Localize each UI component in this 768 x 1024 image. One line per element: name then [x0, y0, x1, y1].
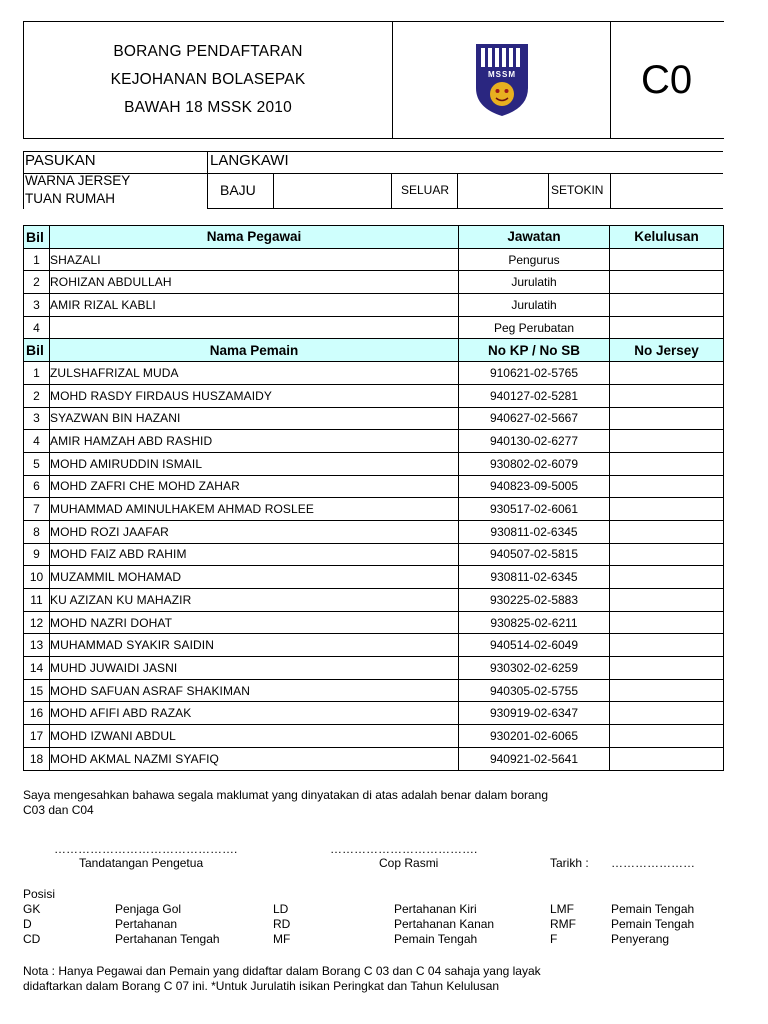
official-name[interactable]: SHAZALI — [50, 248, 459, 271]
player-name[interactable]: MOHD AFIFI ABD RAZAK — [50, 702, 459, 725]
player-bil: 5 — [24, 452, 50, 475]
header-nama-pemain: Nama Pemain — [50, 339, 459, 362]
date-label: Tarikh : — [550, 856, 589, 870]
form-header — [23, 21, 724, 139]
player-id[interactable]: 930919-02-6347 — [459, 702, 610, 725]
player-id[interactable]: 940305-02-5755 — [459, 679, 610, 702]
position-code: RD — [273, 917, 291, 931]
position-code: LMF — [550, 902, 574, 916]
official-row — [24, 316, 724, 339]
official-name[interactable]: AMIR RIZAL KABLI — [50, 294, 459, 317]
player-bil: 7 — [24, 498, 50, 521]
player-row — [24, 725, 724, 748]
official-bil: 1 — [24, 248, 50, 271]
player-jersey[interactable] — [610, 520, 724, 543]
player-name[interactable]: MOHD FAIZ ABD RAHIM — [50, 543, 459, 566]
player-id[interactable]: 940921-02-5641 — [459, 747, 610, 770]
player-jersey[interactable] — [610, 430, 724, 453]
header-bil: Bil — [24, 339, 50, 362]
player-bil: 4 — [24, 430, 50, 453]
player-row — [24, 362, 724, 385]
mssm-shield-icon — [472, 42, 532, 118]
player-row — [24, 520, 724, 543]
player-name[interactable]: ZULSHAFRIZAL MUDA — [50, 362, 459, 385]
player-bil: 16 — [24, 702, 50, 725]
position-code: F — [550, 932, 558, 946]
warna-jersey-label: WARNA JERSEY — [25, 173, 131, 188]
player-name[interactable]: MUHAMMAD AMINULHAKEM AHMAD ROSLEE — [50, 498, 459, 521]
player-row — [24, 747, 724, 770]
official-row — [24, 271, 724, 294]
divider — [610, 173, 611, 209]
date-dots[interactable]: ………………… — [611, 856, 695, 870]
divider — [548, 173, 549, 209]
logo-text: MSSM — [487, 70, 516, 79]
official-row — [24, 248, 724, 271]
title-line-2: KEJOHANAN BOLASEPAK — [110, 71, 306, 88]
player-id[interactable]: 930811-02-6345 — [459, 566, 610, 589]
title-line-3: BAWAH 18 MSSK 2010 — [124, 99, 292, 116]
header-bil: Bil — [24, 226, 50, 249]
player-id[interactable]: 940823-09-5005 — [459, 475, 610, 498]
player-name[interactable]: MOHD NAZRI DOHAT — [50, 611, 459, 634]
player-jersey[interactable] — [610, 611, 724, 634]
header-kelulusan: Kelulusan — [610, 226, 724, 249]
header-no-jersey: No Jersey — [610, 339, 724, 362]
form-title — [24, 22, 393, 138]
player-bil: 1 — [24, 362, 50, 385]
player-name[interactable]: MOHD AMIRUDDIN ISMAIL — [50, 452, 459, 475]
divider — [273, 173, 274, 209]
header-jawatan: Jawatan — [459, 226, 610, 249]
position-code: D — [23, 917, 32, 931]
note-line-2: didaftarkan dalam Borang C 07 ini. *Untuk Jurulatih isikan Peringkat dan Tahun Kelulusan — [23, 979, 500, 993]
player-row — [24, 702, 724, 725]
player-id[interactable]: 930302-02-6259 — [459, 657, 610, 680]
player-bil: 12 — [24, 611, 50, 634]
officials-header-row — [24, 226, 724, 249]
player-bil: 8 — [24, 520, 50, 543]
official-role[interactable]: Peg Perubatan — [459, 316, 610, 339]
official-role[interactable]: Jurulatih — [459, 271, 610, 294]
mssm-logo — [393, 22, 611, 138]
position-name: Pemain Tengah — [611, 917, 695, 931]
divider — [207, 151, 208, 209]
player-name[interactable]: SYAZWAN BIN HAZANI — [50, 407, 459, 430]
cop-dots[interactable]: ………………………………. — [330, 842, 478, 856]
player-row — [24, 452, 724, 475]
player-bil: 11 — [24, 589, 50, 612]
position-name: Penyerang — [611, 932, 670, 946]
position-name: Penjaga Gol — [115, 902, 182, 916]
divider — [23, 151, 24, 209]
player-row — [24, 498, 724, 521]
official-bil: 4 — [24, 316, 50, 339]
position-name: Pemain Tengah — [611, 902, 695, 916]
player-bil: 3 — [24, 407, 50, 430]
header-no-kp: No KP / No SB — [459, 339, 610, 362]
official-name[interactable]: ROHIZAN ABDULLAH — [50, 271, 459, 294]
player-jersey[interactable] — [610, 634, 724, 657]
player-id[interactable]: 940127-02-5281 — [459, 384, 610, 407]
player-name[interactable]: AMIR HAMZAH ABD RASHID — [50, 430, 459, 453]
official-kelulusan[interactable] — [610, 316, 724, 339]
declaration-line-2: C03 dan C04 — [23, 803, 94, 817]
divider — [207, 208, 723, 209]
position-code: LD — [273, 902, 289, 916]
player-row — [24, 430, 724, 453]
position-code: RMF — [550, 917, 576, 931]
header-nama-pegawai: Nama Pegawai — [50, 226, 459, 249]
player-row — [24, 634, 724, 657]
player-bil: 9 — [24, 543, 50, 566]
position-code: MF — [273, 932, 291, 946]
player-name[interactable]: MOHD AKMAL NAZMI SYAFIQ — [50, 747, 459, 770]
player-row — [24, 566, 724, 589]
player-jersey[interactable] — [610, 543, 724, 566]
official-kelulusan[interactable] — [610, 294, 724, 317]
team-info — [23, 151, 723, 209]
player-jersey[interactable] — [610, 384, 724, 407]
player-name[interactable]: MOHD ZAFRI CHE MOHD ZAHAR — [50, 475, 459, 498]
player-jersey[interactable] — [610, 566, 724, 589]
player-id[interactable]: 930811-02-6345 — [459, 520, 610, 543]
registration-table — [23, 225, 724, 771]
player-bil: 15 — [24, 679, 50, 702]
official-bil: 3 — [24, 294, 50, 317]
player-name[interactable]: MUHAMMAD SYAKIR SAIDIN — [50, 634, 459, 657]
player-jersey[interactable] — [610, 452, 724, 475]
player-id[interactable]: 930825-02-6211 — [459, 611, 610, 634]
player-jersey[interactable] — [610, 747, 724, 770]
player-name[interactable]: MOHD ROZI JAAFAR — [50, 520, 459, 543]
form-code-text: C0 — [641, 58, 693, 102]
player-name[interactable]: MUZAMMIL MOHAMAD — [50, 566, 459, 589]
player-bil: 10 — [24, 566, 50, 589]
positions-title: Posisi — [23, 887, 56, 901]
position-name: Pemain Tengah — [394, 932, 478, 946]
official-bil: 2 — [24, 271, 50, 294]
player-id[interactable]: 930517-02-6061 — [459, 498, 610, 521]
player-row — [24, 679, 724, 702]
player-jersey[interactable] — [610, 725, 724, 748]
player-row — [24, 543, 724, 566]
player-jersey[interactable] — [610, 475, 724, 498]
player-name[interactable]: MOHD RASDY FIRDAUS HUSZAMAIDY — [50, 384, 459, 407]
position-name: Pertahanan Kiri — [394, 902, 477, 916]
title-line-1: BORANG PENDAFTARAN — [113, 43, 303, 60]
player-row — [24, 589, 724, 612]
seluar-label: SELUAR — [401, 183, 450, 197]
player-name[interactable]: KU AZIZAN KU MAHAZIR — [50, 589, 459, 612]
position-name: Pertahanan — [115, 917, 178, 931]
position-code: GK — [23, 902, 41, 916]
player-jersey[interactable] — [610, 589, 724, 612]
tuan-rumah-label: TUAN RUMAH — [25, 191, 115, 206]
players-header-row — [24, 339, 724, 362]
pasukan-value[interactable]: LANGKAWI — [210, 152, 289, 169]
official-kelulusan[interactable] — [610, 248, 724, 271]
player-id[interactable]: 940514-02-6049 — [459, 634, 610, 657]
official-row — [24, 294, 724, 317]
player-row — [24, 407, 724, 430]
player-name[interactable]: MOHD SAFUAN ASRAF SHAKIMAN — [50, 679, 459, 702]
player-id[interactable]: 910621-02-5765 — [459, 362, 610, 385]
player-id[interactable]: 940627-02-5667 — [459, 407, 610, 430]
player-id[interactable]: 930802-02-6079 — [459, 452, 610, 475]
player-row — [24, 384, 724, 407]
player-jersey[interactable] — [610, 657, 724, 680]
cop-label: Cop Rasmi — [379, 856, 439, 870]
player-bil: 14 — [24, 657, 50, 680]
official-name[interactable] — [50, 316, 459, 339]
divider — [23, 151, 723, 152]
declaration-line-1: Saya mengesahkan bahawa segala maklumat yang dinyatakan di atas adalah benar dalam borang — [23, 788, 549, 802]
player-bil: 13 — [24, 634, 50, 657]
player-jersey[interactable] — [610, 679, 724, 702]
player-row — [24, 611, 724, 634]
official-kelulusan[interactable] — [610, 271, 724, 294]
baju-label: BAJU — [220, 182, 256, 198]
player-id[interactable]: 930201-02-6065 — [459, 725, 610, 748]
player-bil: 18 — [24, 747, 50, 770]
player-jersey[interactable] — [610, 407, 724, 430]
official-role[interactable]: Jurulatih — [459, 294, 610, 317]
setokin-label: SETOKIN — [551, 183, 604, 197]
signature-label: Tandatangan Pengetua — [79, 856, 204, 870]
player-jersey[interactable] — [610, 498, 724, 521]
position-name: Pertahanan Tengah — [115, 932, 220, 946]
player-bil: 6 — [24, 475, 50, 498]
divider — [391, 173, 392, 209]
divider — [457, 173, 458, 209]
player-bil: 17 — [24, 725, 50, 748]
player-id[interactable]: 940130-02-6277 — [459, 430, 610, 453]
position-code: CD — [23, 932, 41, 946]
player-row — [24, 657, 724, 680]
player-id[interactable]: 930225-02-5883 — [459, 589, 610, 612]
player-name[interactable]: MUHD JUWAIDI JASNI — [50, 657, 459, 680]
form-code — [611, 22, 768, 138]
position-name: Pertahanan Kanan — [394, 917, 495, 931]
note-line-1: Nota : Hanya Pegawai dan Pemain yang didaftar dalam Borang C 03 dan C 04 sahaja yang layak — [23, 964, 541, 978]
player-name[interactable]: MOHD IZWANI ABDUL — [50, 725, 459, 748]
player-id[interactable]: 940507-02-5815 — [459, 543, 610, 566]
player-row — [24, 475, 724, 498]
player-jersey[interactable] — [610, 362, 724, 385]
official-role[interactable]: Pengurus — [459, 248, 610, 271]
pasukan-label: PASUKAN — [25, 152, 96, 169]
player-bil: 2 — [24, 384, 50, 407]
signature-dots[interactable]: ………………………………………. — [54, 842, 238, 856]
player-jersey[interactable] — [610, 702, 724, 725]
